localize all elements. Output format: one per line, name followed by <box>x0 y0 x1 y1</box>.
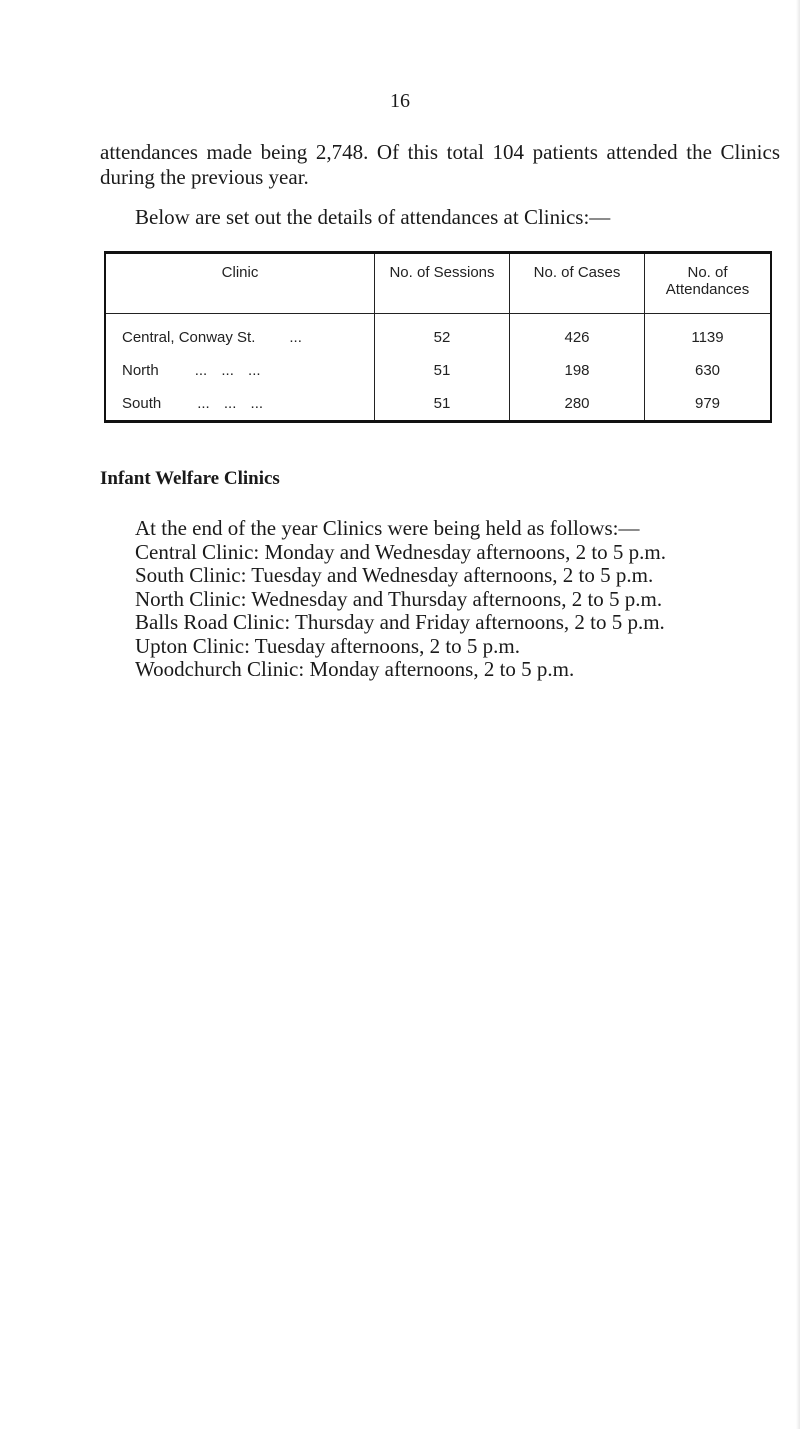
header-attendances-label: No. of Attendances <box>665 264 750 298</box>
attendance-table <box>104 251 772 423</box>
cell-clinic <box>106 314 375 355</box>
header-sessions: No. of Sessions <box>375 254 510 314</box>
cell-clinic <box>106 387 375 420</box>
header-attendances <box>645 254 771 314</box>
scan-edge-shadow <box>796 0 800 1429</box>
list-item: Central Clinic: Monday and Wednesday afternoons, 2 to 5 p.m. <box>135 539 666 564</box>
list-item: Upton Clinic: Tuesday afternoons, 2 to 5 p.m. <box>135 633 520 658</box>
intro-paragraph: attendances made being 2,748. Of this total 104 patients attended the Clinics during the previous year. <box>100 140 780 189</box>
table-row <box>106 387 770 420</box>
list-item: Woodchurch Clinic: Monday afternoons, 2 to 5 p.m. <box>135 657 575 681</box>
cell-cases: 280 <box>510 387 645 420</box>
cell-attendances: 979 <box>645 387 771 420</box>
cell-sessions: 52 <box>375 314 510 355</box>
header-cases: No. of Cases <box>510 254 645 314</box>
table-row <box>106 354 770 387</box>
clinic-schedule-list <box>135 517 775 682</box>
table-header-row <box>106 254 770 314</box>
list-item: South Clinic: Tuesday and Wednesday afternoons, 2 to 5 p.m. <box>135 563 654 587</box>
clinic-name: South <box>122 395 162 413</box>
cell-attendances: 1139 <box>645 314 771 355</box>
attendance-table-grid <box>106 254 770 420</box>
clinic-name: North <box>122 362 159 380</box>
infant-welfare-heading: Infant Welfare Clinics <box>100 468 280 489</box>
list-item: At the end of the year Clinics were being held as follows:— <box>135 516 640 540</box>
cell-attendances: 630 <box>645 354 771 387</box>
header-clinic: Clinic <box>106 254 375 314</box>
page-number: 16 <box>390 90 410 112</box>
list-item: Balls Road Clinic: Thursday and Friday afternoons, 2 to 5 p.m. <box>135 610 665 634</box>
leader-dots: ... ... ... <box>194 362 261 380</box>
cell-sessions: 51 <box>375 354 510 387</box>
list-item: North Clinic: Wednesday and Thursday afternoons, 2 to 5 p.m. <box>135 586 663 611</box>
cell-sessions: 51 <box>375 387 510 420</box>
table-row <box>106 314 770 355</box>
cell-cases: 198 <box>510 354 645 387</box>
leader-dots: ... ... ... <box>197 395 264 413</box>
cell-clinic <box>106 354 375 387</box>
cell-cases: 426 <box>510 314 645 355</box>
clinic-name: Central, Conway St. <box>122 328 256 346</box>
table-lead-text: Below are set out the details of attendances at Clinics:— <box>135 205 611 229</box>
leader-dots: ... <box>289 328 302 346</box>
